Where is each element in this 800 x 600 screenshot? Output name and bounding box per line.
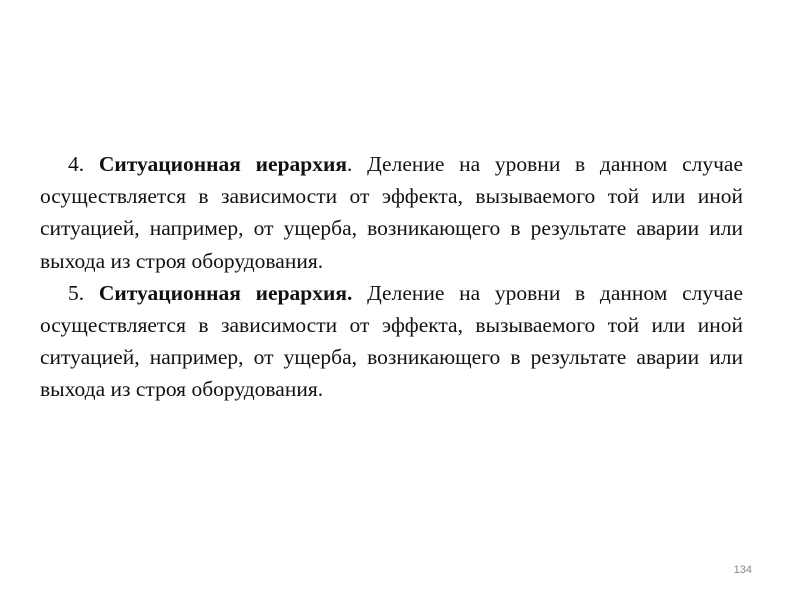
paragraph-body: Деление на уровни в данном случае осуществляется в зависимости от эффекта, вызываемого той или иной ситуацией, например, от ущерба, возникающего в результате аварии или выхода из строя оборудования.	[40, 280, 743, 402]
paragraph-5	[40, 277, 743, 406]
paragraph-body: Деление на уровни в данном случае осуществляется в зависимости от эффекта, вызываемого той или иной ситуацией, например, от ущерба, возникающего в результате аварии или выхода из строя оборудования.	[40, 152, 743, 273]
paragraph-number: 4.	[68, 152, 85, 176]
term-punctuation: .	[347, 152, 353, 176]
paragraph-term: Ситуационная иерархия.	[98, 280, 353, 305]
page-number: 134	[733, 564, 752, 576]
paragraph-number: 5.	[68, 280, 85, 305]
paragraph-term: Ситуационная иерархия	[98, 152, 348, 176]
text-block	[40, 148, 743, 406]
paragraph-4	[40, 148, 743, 277]
